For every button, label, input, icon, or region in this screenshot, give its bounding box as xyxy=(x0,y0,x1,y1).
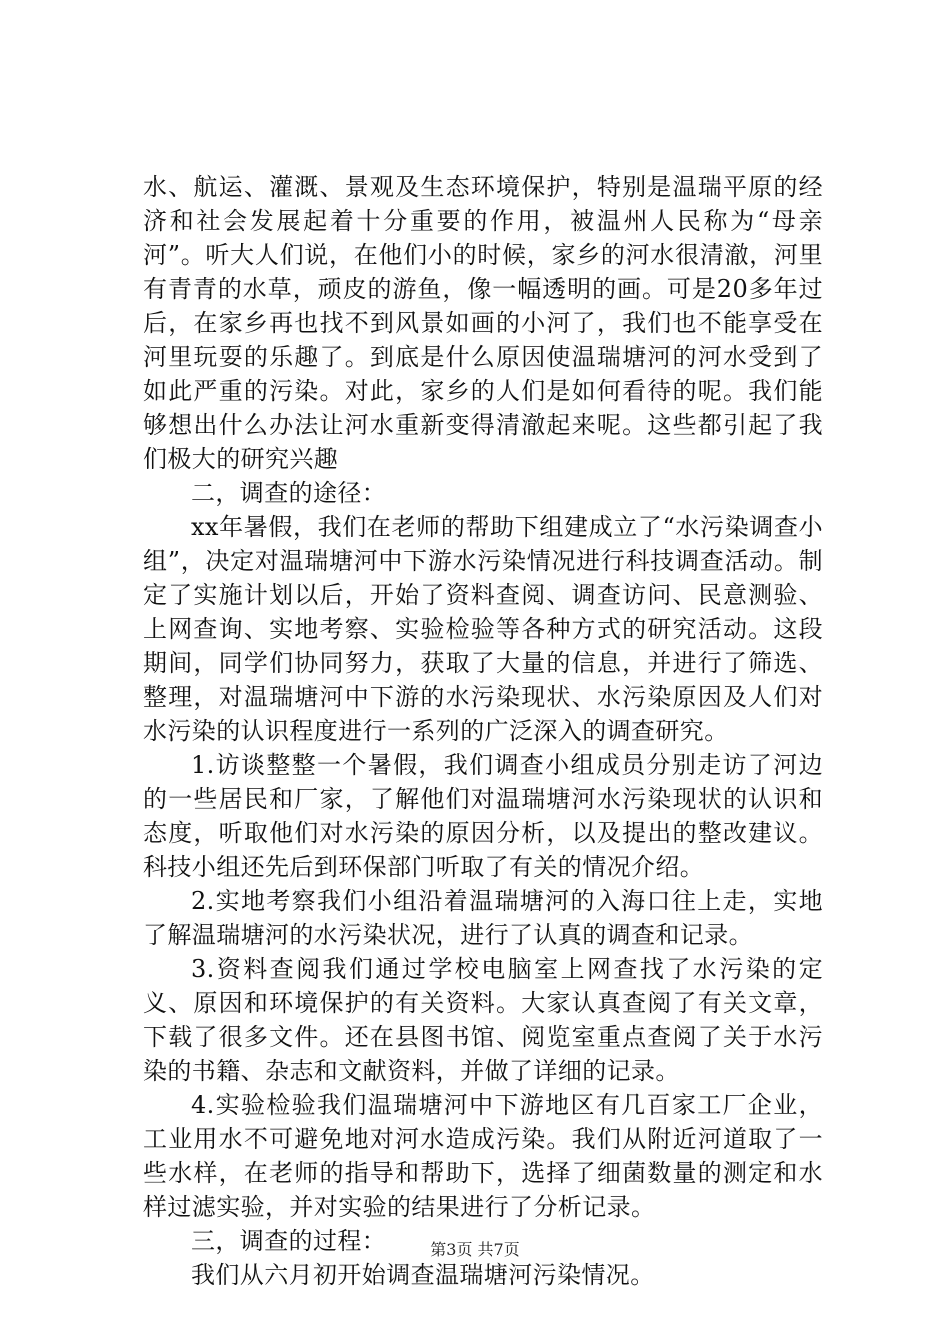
document-body xyxy=(143,170,823,1292)
list-item-research: 3.资料查阅我们通过学校电脑室上网查找了水污染的定义、原因和环境保护的有关资料。大家认真查阅了有关文章，下载了很多文件。还在县图书馆、阅览室重点查阅了关于水污染的书籍、杂志和文献资料，并做了详细的记录。 xyxy=(143,955,823,1085)
paragraph-3: xx年暑假，我们在老师的帮助下组建成立了“水污染调查小组”，决定对温瑞塘河中下游水污染情况进行科技调查活动。制定了实施计划以后，开始了资料查阅、调查访问、民意测验、上网查询、实地考察、实验检验等各种方式的研究活动。这段期间，同学们协同努力，获取了大量的信息，并进行了筛选、整理，对温瑞塘河中下游的水污染现状、水污染原因及人们对水污染的认识程度进行一系列的广泛深入的调查研究。 xyxy=(143,513,823,745)
page-footer xyxy=(0,1240,950,1260)
paragraph-1: 水、航运、灌溉、景观及生态环境保护，特别是温瑞平原的经济和社会发展起着十分重要的作用，被温州人民称为“母亲河”。听大人们说，在他们小的时候，家乡的河水很清澈，河里有青青的水草，顽皮的游鱼，像一幅透明的画。可是20多年过后，在家乡再也找不到风景如画的小河了，我们也不能享受在河里玩耍的乐趣了。到底是什么原因使温瑞塘河的河水受到了如此严重的污染。对此，家乡的人们是如何看待的呢。我们能够想出什么办法让河水重新变得清澈起来呢。这些都引起了我们极大的研究兴趣 xyxy=(143,173,823,473)
section-heading-3: 三，调查的过程： xyxy=(191,1227,387,1255)
list-item-interview: 1.访谈整整一个暑假，我们调查小组成员分别走访了河边的一些居民和厂家，了解他们对温瑞塘河水污染现状的认识和态度，听取他们对水污染的原因分析，以及提出的整改建议。科技小组还先后到环保部门听取了有关的情况介绍。 xyxy=(143,751,823,881)
paragraph-9: 我们从六月初开始调查温瑞塘河污染情况。 xyxy=(191,1261,655,1289)
page-number-label: 第3页 共7页 xyxy=(430,1240,520,1259)
list-item-experiment: 4.实验检验我们温瑞塘河中下游地区有几百家工厂企业，工业用水不可避免地对河水造成污染。我们从附近河道取了一些水样，在老师的指导和帮助下，选择了细菌数量的测定和水样过滤实验，并对实验的结果进行了分析记录。 xyxy=(143,1091,823,1221)
section-heading-2: 二，调查的途径： xyxy=(191,479,387,507)
list-item-field-survey: 2.实地考察我们小组沿着温瑞塘河的入海口往上走，实地了解温瑞塘河的水污染状况，进行了认真的调查和记录。 xyxy=(143,887,823,949)
